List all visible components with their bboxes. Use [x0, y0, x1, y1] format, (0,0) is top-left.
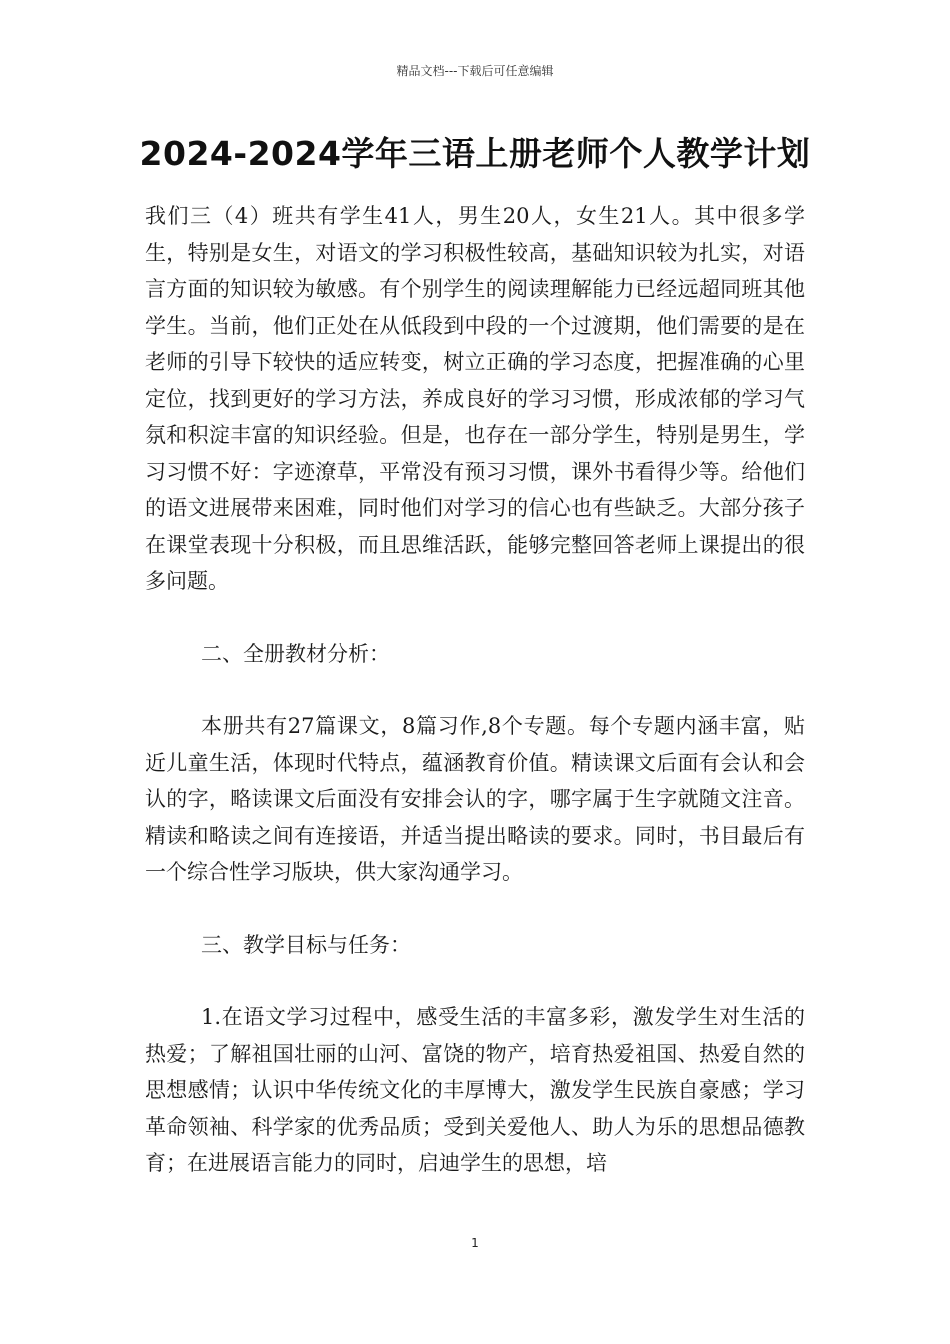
paragraph-goal-1: 1.在语文学习过程中，感受生活的丰富多彩，激发学生对生活的热爱；了解祖国壮丽的山河、富饶的物产，培育热爱祖国、热爱自然的思想感情；认识中华传统文化的丰厚博大，激发学生民族自豪感；学习革命领袖、科学家的优秀品质；受到关爱他人、助人为乐的思想品德教育；在进展语言能力的同时，启迪学生的思想，培 [145, 1005, 805, 1175]
document-body [145, 198, 805, 1182]
paragraph-textbook-analysis: 本册共有27篇课文，8篇习作,8个专题。每个专题内涵丰富，贴近儿童生活，体现时代特点，蕴涵教育价值。精读课文后面有会认和会认的字，略读课文后面没有安排会认的字，哪字属于生字就随文注音。精读和略读之间有连接语，并适当提出略读的要求。同时，书目最后有一个综合性学习版块，供大家沟通学习。 [145, 714, 805, 884]
section-heading-textbook-analysis: 二、全册教材分析： [201, 641, 390, 666]
section-heading-teaching-goals: 三、教学目标与任务： [201, 932, 411, 957]
page-number: 1 [471, 1236, 479, 1250]
header-note: 精品文档---下载后可任意编辑 [396, 64, 554, 78]
paragraph-class-overview: 我们三（4）班共有学生41人，男生20人，女生21人。其中很多学生，特别是女生，对语文的学习积极性较高，基础知识较为扎实，对语言方面的知识较为敏感。有个别学生的阅读理解能力已经远超同班其他学生。当前，他们正处在从低段到中段的一个过渡期，他们需要的是在老师的引导下较快的适应转变，树立正确的学习态度，把握准确的心里定位，找到更好的学习方法，养成良好的学习习惯，形成浓郁的学习气氛和积淀丰富的知识经验。但是，也存在一部分学生，特别是男生，学习习惯不好：字迹潦草，平常没有预习习惯，课外书看得少等。给他们的语文进展带来困难，同时他们对学习的信心也有些缺乏。大部分孩子在课堂表现十分积极，而且思维活跃，能够完整回答老师上课提出的很多问题。 [145, 204, 805, 593]
document-title: 2024-2024学年三语上册老师个人教学计划 [139, 134, 811, 173]
